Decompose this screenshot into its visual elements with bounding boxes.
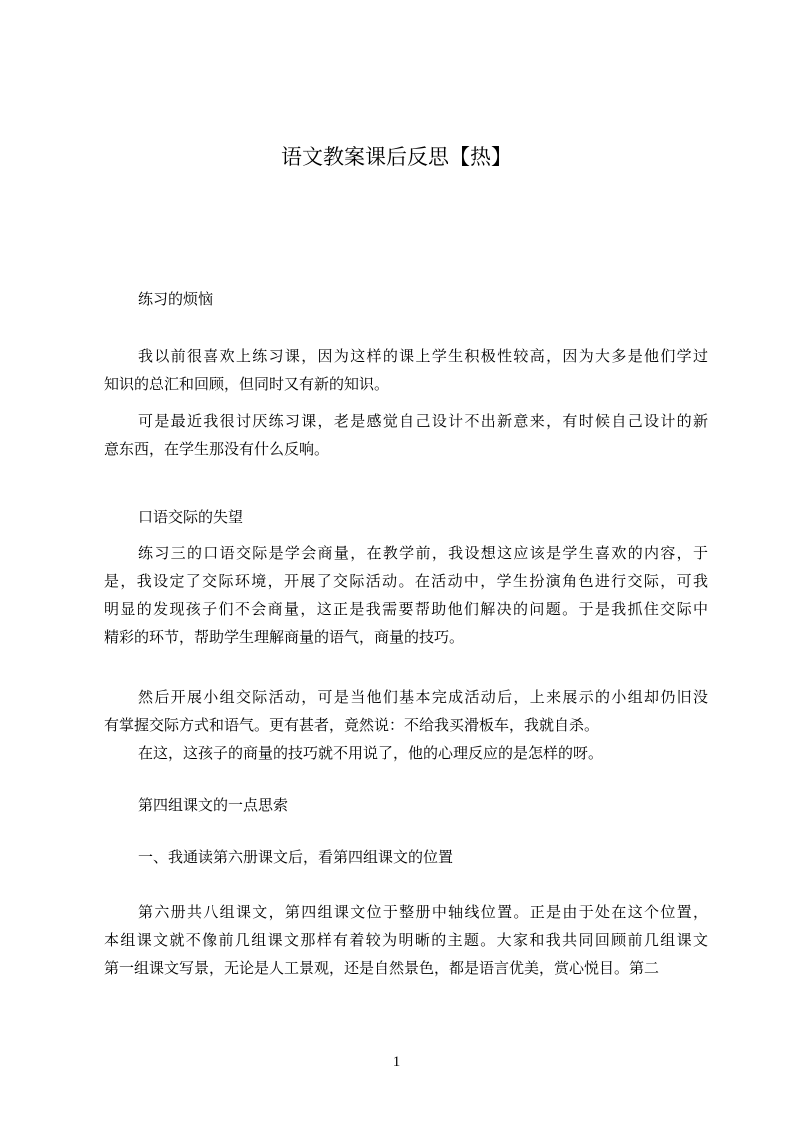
paragraph bbox=[104, 539, 708, 651]
paragraph bbox=[104, 407, 708, 463]
text-line: 练习的烦恼 bbox=[138, 290, 214, 308]
paragraph bbox=[104, 898, 708, 982]
text-line: 有掌握交际方式和语气。更有甚者，竟然说：不给我买滑板车，我就自杀。 bbox=[104, 716, 600, 734]
text-line: 第六册共八组课文，第四组课文位于整册中轴线位置。正是由于处在这个位置， bbox=[138, 903, 708, 921]
text-line: 练习三的口语交际是学会商量，在教学前，我设想这应该是学生喜欢的内容，于 bbox=[138, 544, 708, 562]
paragraph bbox=[104, 739, 708, 767]
text-line: 然后开展小组交际活动，可是当他们基本完成活动后，上来展示的小组却仍旧没 bbox=[138, 688, 708, 706]
text-line: 精彩的环节，帮助学生理解商量的语气，商量的技巧。 bbox=[104, 628, 465, 646]
paragraph bbox=[104, 683, 708, 739]
text-line: 我以前很喜欢上练习课，因为这样的课上学生积极性较高，因为大多是他们学过 bbox=[138, 347, 708, 365]
subsection-heading bbox=[104, 843, 708, 871]
text-line: 第四组课文的一点思索 bbox=[138, 796, 289, 814]
text-line: 意东西，在学生那没有什么反响。 bbox=[104, 440, 330, 458]
section-heading bbox=[104, 791, 708, 819]
text-line: 是，我设定了交际环境，开展了交际活动。在活动中，学生扮演角色进行交际，可我 bbox=[104, 572, 708, 590]
text-line: 明显的发现孩子们不会商量，这正是我需要帮助他们解决的问题。于是我抓住交际中 bbox=[104, 600, 708, 618]
text-line: 一、我通读第六册课文后，看第四组课文的位置 bbox=[138, 848, 454, 866]
text-line: 本组课文就不像前几组课文那样有着较为明晰的主题。大家和我共同回顾前几组课文 bbox=[104, 931, 708, 949]
text-line: 口语交际的失望 bbox=[138, 508, 244, 526]
text-line: 知识的总汇和回顾，但同时又有新的知识。 bbox=[104, 375, 390, 393]
section-heading bbox=[104, 285, 708, 313]
text-line: 第一组课文写景，无论是人工景观，还是自然景色，都是语言优美，赏心悦目。第二 bbox=[104, 959, 660, 977]
section-heading bbox=[104, 503, 708, 531]
paragraph bbox=[104, 342, 708, 398]
text-line: 可是最近我很讨厌练习课，老是感觉自己设计不出新意来，有时候自己设计的新 bbox=[138, 412, 708, 430]
text-line: 在这，这孩子的商量的技巧就不用说了，他的心理反应的是怎样的呀。 bbox=[138, 744, 604, 762]
page-number: 1 bbox=[392, 1054, 401, 1070]
document-title: 语文教案课后反思【热】 bbox=[281, 145, 512, 169]
